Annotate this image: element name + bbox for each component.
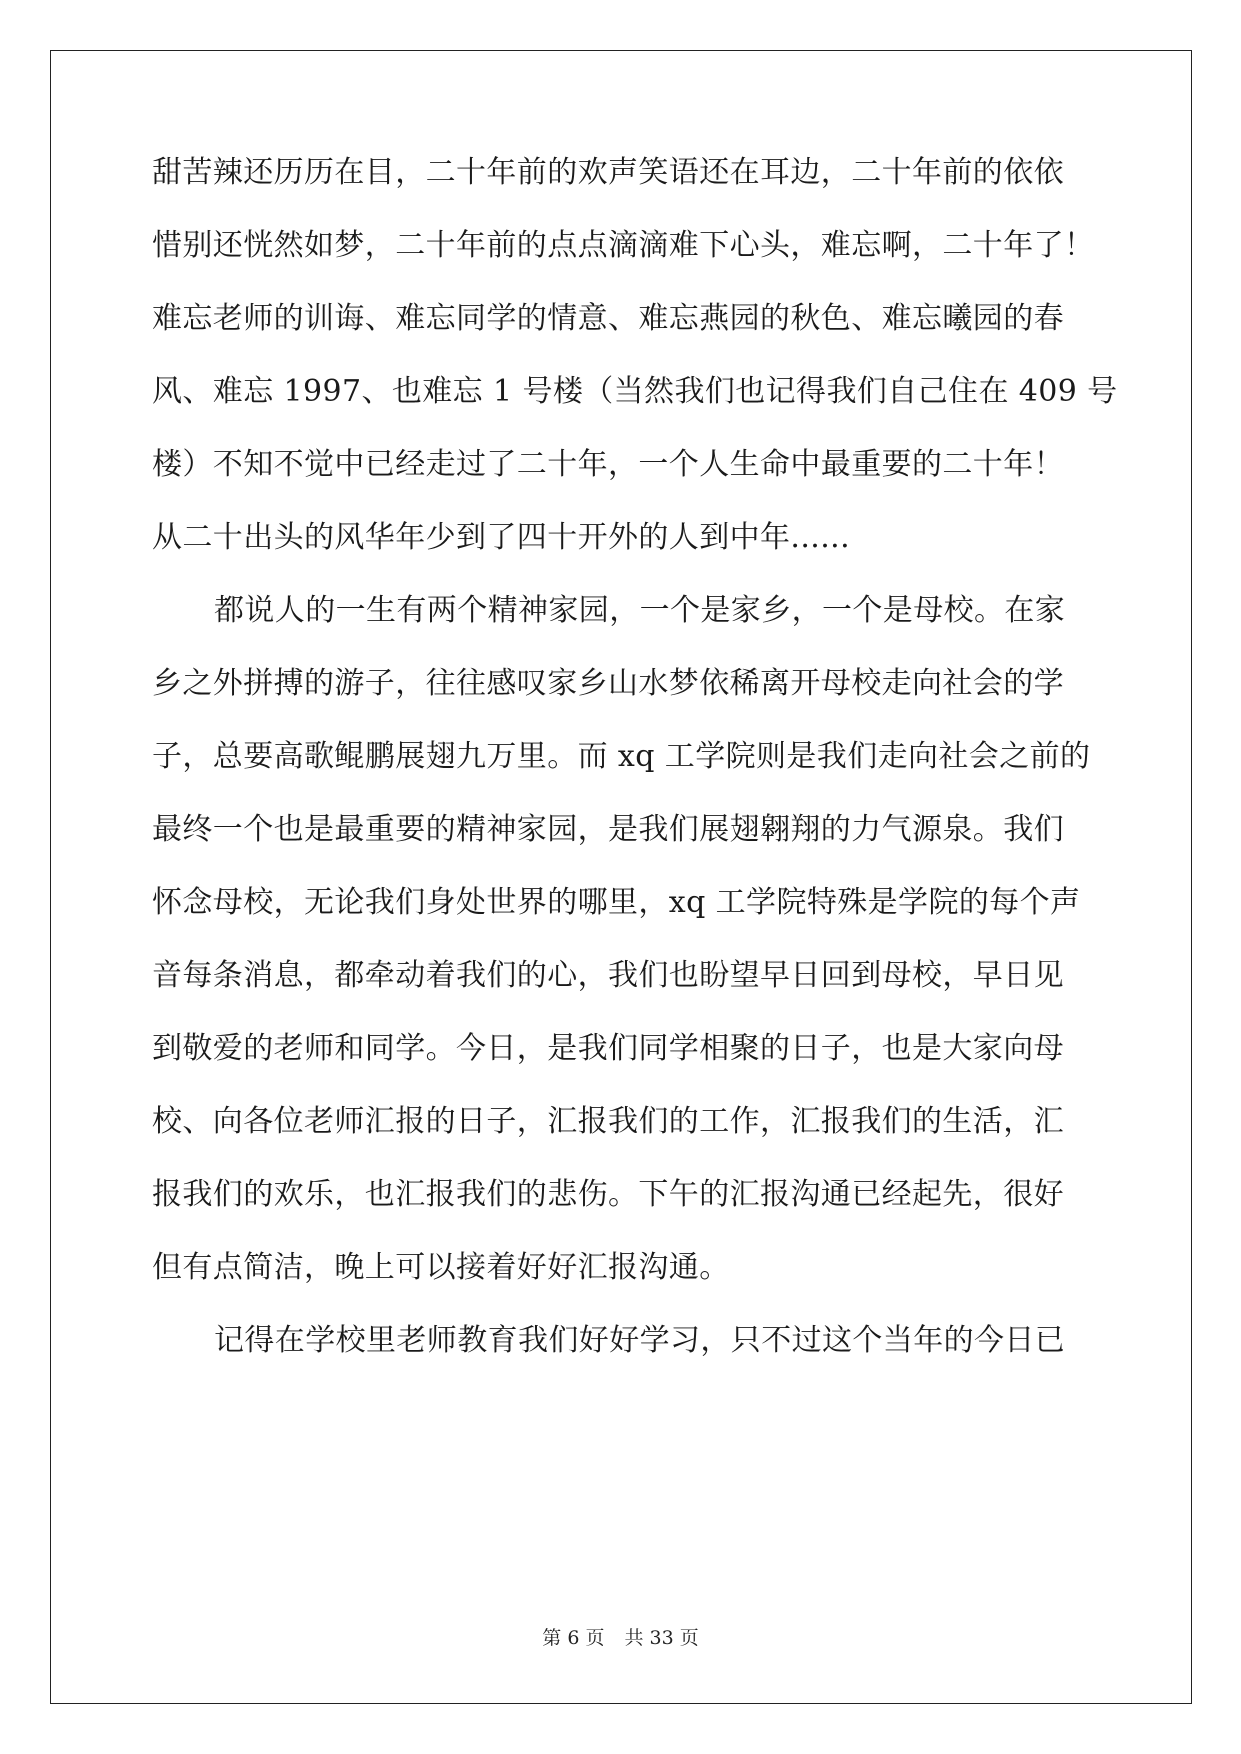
text-line: 怀念母校，无论我们身处世界的哪里，xq 工学院特殊是学院的每个声 — [152, 885, 1081, 920]
text-line: 校、向各位老师汇报的日子，汇报我们的工作，汇报我们的生活，汇 — [152, 1104, 1064, 1139]
page-footer — [0, 1626, 1241, 1650]
text-line: 风、难忘 1997、也难忘 1 号楼（当然我们也记得我们自己住在 409 号 — [152, 374, 1118, 409]
text-line: 子，总要高歌鲲鹏展翅九万里。而 xq 工学院则是我们走向社会之前的 — [152, 739, 1091, 774]
text-line: 惜别还恍然如梦，二十年前的点点滴滴难下心头，难忘啊，二十年了！ — [152, 228, 1095, 263]
page-number: 第 6 页 — [542, 1627, 605, 1649]
text-line: 但有点简洁，晚上可以接着好好汇报沟通。 — [152, 1250, 730, 1285]
text-line: 楼）不知不觉中已经走过了二十年，一个人生命中最重要的二十年！ — [152, 447, 1064, 482]
paragraph-first-line: 记得在学校里老师教育我们好好学习，只不过这个当年的今日已 — [214, 1323, 1066, 1358]
text-line: 难忘老师的训诲、难忘同学的情意、难忘燕园的秋色、难忘曦园的春 — [152, 301, 1064, 336]
text-line: 甜苦辣还历历在目，二十年前的欢声笑语还在耳边，二十年前的依依 — [152, 155, 1064, 190]
text-line: 报我们的欢乐，也汇报我们的悲伤。下午的汇报沟通已经起先，很好 — [152, 1177, 1064, 1212]
text-line: 乡之外拼搏的游子，往往感叹家乡山水梦依稀离开母校走向社会的学 — [152, 666, 1064, 701]
text-line: 从二十出头的风华年少到了四十开外的人到中年...... — [152, 520, 851, 555]
text-line: 最终一个也是最重要的精神家园，是我们展翅翱翔的力气源泉。我们 — [152, 812, 1064, 847]
page-total: 共 33 页 — [624, 1627, 699, 1649]
text-line: 到敬爱的老师和同学。今日，是我们同学相聚的日子，也是大家向母 — [152, 1031, 1064, 1066]
text-line: 音每条消息，都牵动着我们的心，我们也盼望早日回到母校，早日见 — [152, 958, 1064, 993]
paragraph-first-line: 都说人的一生有两个精神家园，一个是家乡，一个是母校。在家 — [214, 593, 1066, 628]
